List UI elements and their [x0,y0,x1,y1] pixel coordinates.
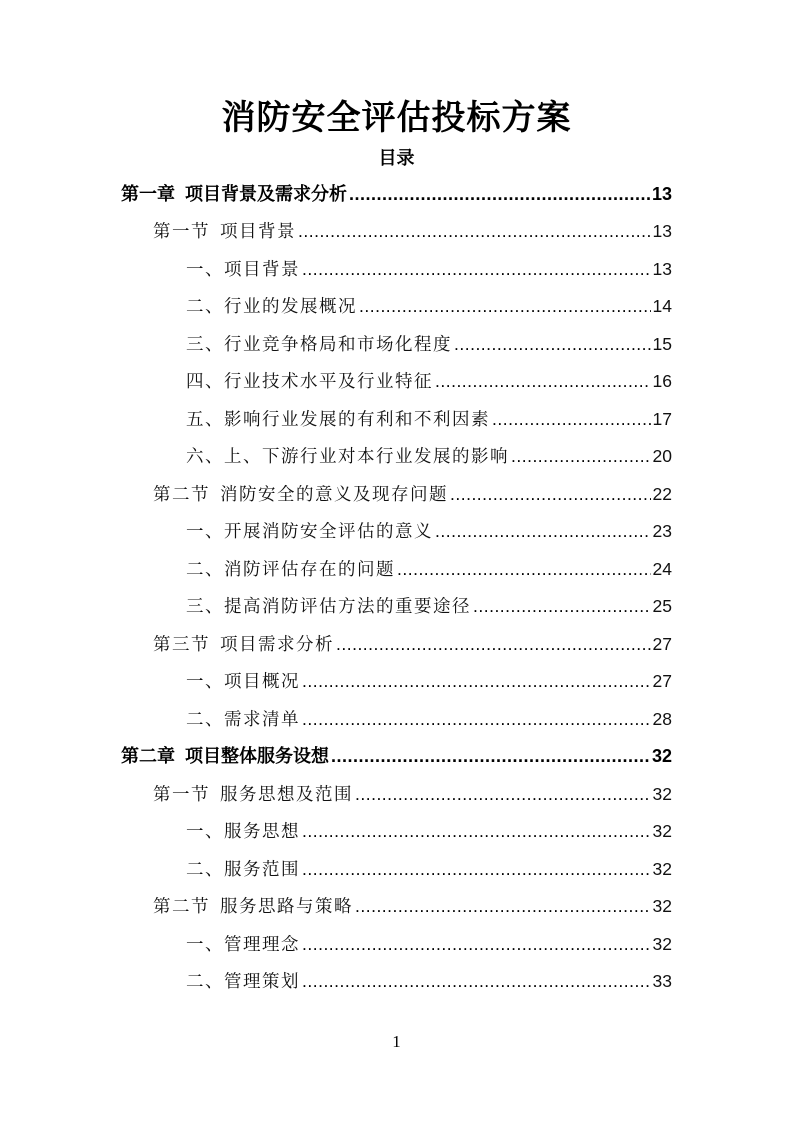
toc-page-number: 16 [652,371,672,391]
dot-leader [302,813,651,850]
toc-page-number: 33 [652,971,672,991]
dot-leader [298,213,651,250]
dot-leader [435,513,651,550]
toc-entry-subsection[interactable]: 三、行业竞争格局和市场化程度 ..... 15 [186,326,672,363]
toc-page-number: 28 [652,708,672,729]
document-title: 消防安全评估投标方案 [221,98,572,138]
toc-entry-subsection[interactable]: 一、服务思想 ..... 32 [186,813,672,850]
toc-page-number: 13 [652,258,672,279]
dot-leader [492,401,651,438]
toc-entry-subsection[interactable]: 三、提高消防评估方法的重要途径 ..... 25 [186,588,672,625]
dot-leader [435,363,651,400]
toc-entry-chapter[interactable]: 第一章 项目背景及需求分析 ..... 13 [121,176,672,213]
toc-page-number: 14 [652,296,672,316]
toc-entry-subsection[interactable]: 二、管理策划 ..... 33 [186,963,672,1000]
toc-entry-subsection[interactable]: 一、开展消防安全评估的意义 ..... 23 [186,513,672,550]
dot-leader [511,438,651,475]
dot-leader [349,176,650,213]
toc-page-number: 15 [652,333,672,354]
toc-page-number: 25 [652,596,672,616]
dot-leader [336,626,651,663]
toc-entry-subsection[interactable]: 一、项目背景 ..... 13 [186,251,672,288]
toc-page-number: 13 [652,221,672,241]
toc-page-number: 20 [652,446,672,466]
toc-entry-subsection[interactable]: 二、消防评估存在的问题 ..... 24 [186,551,672,588]
toc-page-number: 32 [651,746,672,766]
toc-page-number: 32 [652,783,672,804]
toc-page-number: 32 [652,933,672,954]
dot-leader [355,776,651,813]
toc-entry-subsection[interactable]: 一、项目概况 ..... 27 [186,663,672,700]
toc-page-number: 24 [652,558,672,579]
dot-leader [302,963,651,1000]
toc-page-number: 27 [652,633,672,654]
toc-entry-subsection[interactable]: 二、需求清单 ..... 28 [186,701,672,738]
dot-leader [302,851,651,888]
toc-entry-section[interactable]: 第一节 服务思想及范围 ..... 32 [153,776,672,813]
toc-entry-subsection[interactable]: 四、行业技术水平及行业特征 ..... 16 [186,363,672,400]
toc-page-number: 23 [652,521,672,541]
page-number-footer: 1 [392,1032,401,1051]
dot-leader [302,251,651,288]
dot-leader [355,888,651,925]
toc-entry-subsection[interactable]: 六、上、下游行业对本行业发展的影响 ..... 20 [186,438,672,475]
dot-leader [359,288,651,325]
dot-leader [302,663,651,700]
toc-entry-chapter[interactable]: 第二章 项目整体服务设想 ..... 32 [121,738,672,775]
dot-leader [473,588,651,625]
toc-page-number: 13 [651,184,672,204]
toc-heading: 目录 [378,148,415,169]
toc-page-number: 32 [652,821,672,841]
dot-leader [302,701,651,738]
toc-entry-section[interactable]: 第三节 项目需求分析 ..... 27 [153,626,672,663]
dot-leader [454,326,651,363]
toc-entry-subsection[interactable]: 五、影响行业发展的有利和不利因素 ..... 17 [186,401,672,438]
toc-entry-section[interactable]: 第一节 项目背景 ..... 13 [153,213,672,250]
dot-leader [331,738,650,775]
toc-entry-subsection[interactable]: 二、行业的发展概况 ..... 14 [186,288,672,325]
toc-page-number: 22 [652,483,672,504]
dot-leader [302,926,651,963]
toc-page-number: 32 [652,858,672,879]
dot-leader [450,476,651,513]
toc-entry-subsection[interactable]: 一、管理理念 ..... 32 [186,926,672,963]
toc-entry-subsection[interactable]: 二、服务范围 ..... 32 [186,851,672,888]
dot-leader [397,551,651,588]
toc-page-number: 27 [652,671,672,691]
toc-entry-section[interactable]: 第二节 消防安全的意义及现存问题 ..... 22 [153,476,672,513]
toc-page-number: 32 [652,896,672,916]
toc-entry-section[interactable]: 第二节 服务思路与策略 ..... 32 [153,888,672,925]
toc-page-number: 17 [652,408,672,429]
